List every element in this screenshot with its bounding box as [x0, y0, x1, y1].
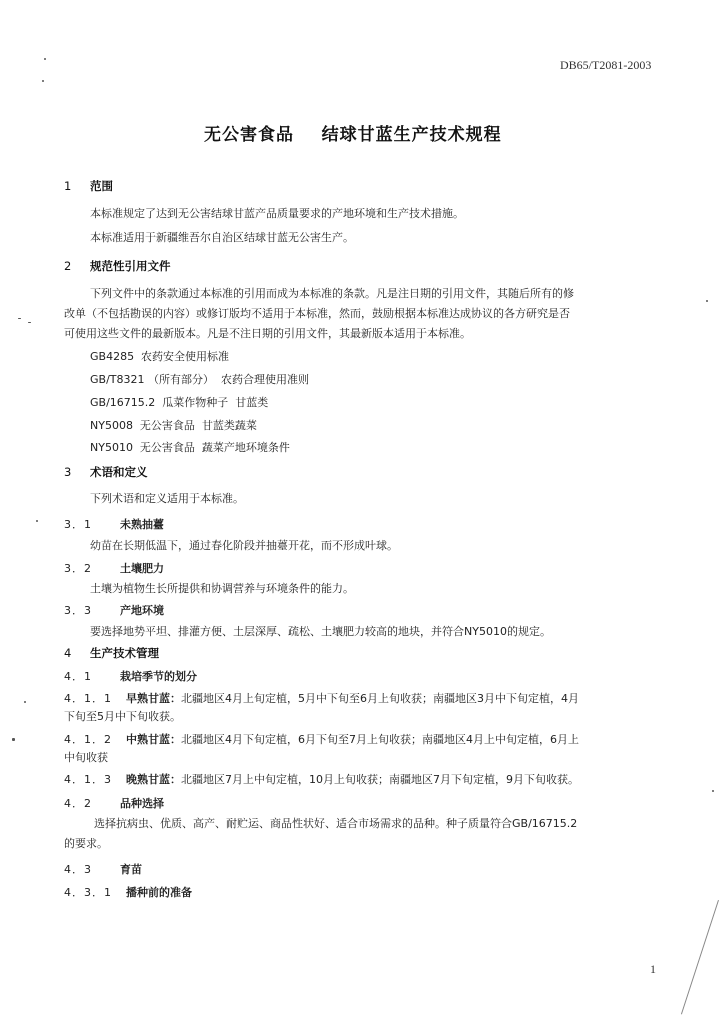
scan-speck: [24, 701, 26, 703]
scan-speck: [12, 738, 15, 741]
paragraph: 土壤为植物生长所提供和协调营养与环境条件的能力。: [90, 582, 354, 595]
subsection-label: 中熟甘蓝：: [126, 733, 181, 746]
page-number: 1: [650, 962, 656, 976]
reference-item: GB/16715.2 瓜菜作物种子 甘蓝类: [90, 396, 269, 409]
subsection-title: 播种前的准备: [126, 886, 192, 899]
paragraph-line: 中旬收获: [64, 751, 108, 764]
section-number: 1: [64, 179, 72, 193]
subsection-4-1-1: [64, 690, 579, 706]
scan-speck: [42, 80, 44, 82]
subsection-text: 北疆地区7月上中旬定植，10月上旬收获；南疆地区7月下旬定植，9月下旬收获。: [181, 773, 579, 786]
paragraph-line: 下列文件中的条款通过本标准的引用而成为本标准的条款。凡是注日期的引用文件，其随后所有的修: [90, 287, 574, 300]
subsection-4-1-2: [64, 731, 579, 747]
scan-speck: [36, 520, 38, 522]
subsection-number: 4．1．1: [64, 692, 112, 705]
subsection-4-1-3: [64, 771, 579, 787]
page-title: 无公害食品 结球甘蓝生产技术规程: [204, 125, 502, 145]
section-2-heading: [64, 258, 171, 274]
section-1-heading: [64, 178, 113, 194]
subsection-3-1-heading: [64, 516, 164, 532]
subsection-number: 3．1: [64, 518, 92, 531]
subsection-4-2-heading: [64, 795, 164, 811]
paragraph: 要选择地势平坦、排灌方便、土层深厚、疏松、土壤肥力较高的地块，并符合NY5010的规定。: [90, 625, 551, 638]
subsection-title: 品种选择: [120, 797, 164, 810]
subsection-title: 产地环境: [120, 604, 164, 617]
subsection-title: 育苗: [120, 863, 142, 876]
section-title: 规范性引用文件: [90, 259, 171, 273]
subsection-number: 4．1: [64, 670, 92, 683]
paragraph-line: 的要求。: [64, 837, 108, 850]
subsection-label: 早熟甘蓝：: [126, 692, 181, 705]
section-title: 生产技术管理: [90, 646, 159, 660]
scan-speck: [712, 790, 714, 792]
reference-item: NY5010 无公害食品 蔬菜产地环境条件: [90, 441, 290, 454]
subsection-number: 4．1．3: [64, 773, 112, 786]
section-number: 3: [64, 465, 72, 479]
subsection-title: 土壤肥力: [120, 562, 164, 575]
section-4-heading: [64, 645, 159, 661]
section-number: 4: [64, 646, 72, 660]
subsection-4-3-heading: [64, 861, 142, 877]
scan-edge-line: [681, 900, 719, 1014]
paragraph-line: 可使用这些文件的最新版本。凡是不注日期的引用文件，其最新版本适用于本标准。: [64, 327, 471, 340]
subsection-number: 4．3．1: [64, 886, 112, 899]
subsection-4-1-heading: [64, 668, 197, 684]
paragraph-line: 选择抗病虫、优质、高产、耐贮运、商品性状好、适合市场需求的品种。种子质量符合GB/16715.2: [94, 817, 578, 830]
section-title: 范围: [90, 179, 113, 193]
subsection-label: 晚熟甘蓝：: [126, 773, 181, 786]
subsection-number: 4．3: [64, 863, 92, 876]
subsection-4-3-1-heading: [64, 884, 192, 900]
section-title: 术语和定义: [90, 465, 148, 479]
paragraph: 幼苗在长期低温下，通过春化阶段并抽薹开花，而不形成叶球。: [90, 539, 398, 552]
scan-speck: [706, 300, 708, 302]
reference-item: NY5008 无公害食品 甘蓝类蔬菜: [90, 419, 257, 432]
subsection-title: 未熟抽薹: [120, 518, 164, 531]
reference-item: GB/T8321 （所有部分） 农药合理使用准则: [90, 373, 309, 386]
subsection-text: 北疆地区4月下旬定植，6月下旬至7月上旬收获；南疆地区4月上中旬定植，6月上: [181, 733, 579, 746]
scan-speck: [18, 318, 21, 319]
subsection-title: 栽培季节的划分: [120, 670, 197, 683]
reference-item: GB4285 农药安全使用标准: [90, 350, 230, 363]
subsection-text: 北疆地区4月上旬定植，5月中下旬至6月上旬收获；南疆地区3月中下旬定植，4月: [181, 692, 579, 705]
scan-speck: [28, 322, 31, 323]
subsection-3-3-heading: [64, 602, 164, 618]
paragraph-line: 改单（不包括勘误的内容）或修订版均不适用于本标准，然而，鼓励根据本标准达成协议的各方研究是否: [64, 307, 570, 320]
subsection-number: 4．1．2: [64, 733, 112, 746]
paragraph: 本标准适用于新疆维吾尔自治区结球甘蓝无公害生产。: [90, 231, 354, 244]
subsection-number: 3．2: [64, 562, 92, 575]
document-number: DB65/T2081-2003: [560, 58, 652, 72]
section-3-heading: [64, 464, 148, 480]
paragraph: 本标准规定了达到无公害结球甘蓝产品质量要求的产地环境和生产技术措施。: [90, 207, 464, 220]
subsection-3-2-heading: [64, 560, 164, 576]
subsection-number: 4．2: [64, 797, 92, 810]
paragraph: 下列术语和定义适用于本标准。: [90, 492, 244, 505]
subsection-number: 3．3: [64, 604, 92, 617]
paragraph-line: 下旬至5月中下旬收获。: [64, 710, 181, 723]
scan-speck: [44, 58, 46, 60]
section-number: 2: [64, 259, 72, 273]
